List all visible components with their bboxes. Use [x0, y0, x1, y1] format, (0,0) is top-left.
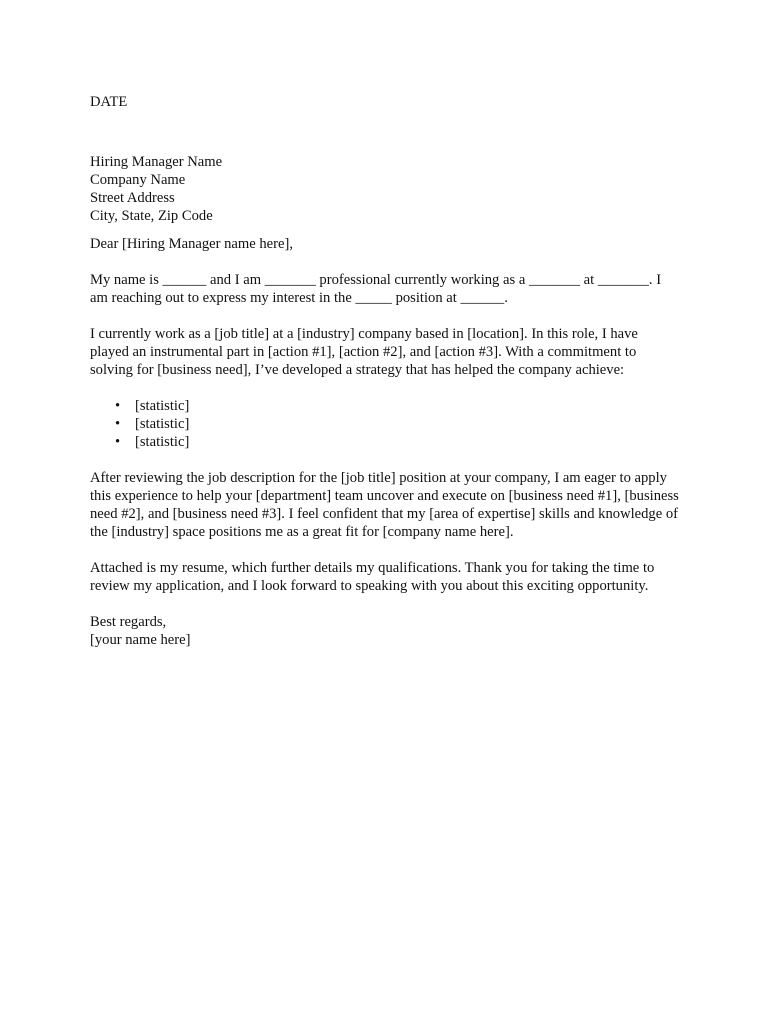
recipient-street: Street Address: [90, 190, 175, 206]
signature-block: [90, 613, 680, 649]
intro-paragraph: My name is ______ and I am _______ professional currently working as a _______ at _______. I am reaching out to express my interest in the _____ position at ______.: [90, 272, 662, 306]
recipient-city: City, State, Zip Code: [90, 208, 213, 224]
bullet-icon: •: [115, 398, 121, 414]
statistic-text: [statistic]: [135, 434, 190, 450]
statistics-list: [90, 397, 680, 451]
recipient-name: Hiring Manager Name: [90, 154, 223, 170]
experience-paragraph: I currently work as a [job title] at a [industry] company based in [location]. In this role, I have played an instrumental part in [action #1], [action #2], and [action #3]. With a commitment to solving for [business need], I’ve developed a strategy that has helped the company achieve:: [90, 326, 638, 378]
bullet-icon: •: [115, 434, 121, 450]
signoff: Best regards,: [90, 614, 167, 630]
signature-name: [your name here]: [90, 632, 191, 648]
salutation: Dear [Hiring Manager name here],: [90, 236, 293, 252]
statistic-text: [statistic]: [135, 398, 190, 414]
list-item: [115, 415, 680, 433]
cover-letter-page: [90, 93, 680, 649]
recipient-company: Company Name: [90, 172, 186, 188]
letter-date: DATE: [90, 94, 128, 110]
statistic-text: [statistic]: [135, 416, 190, 432]
list-item: [115, 397, 680, 415]
closing-paragraph: Attached is my resume, which further details my qualifications. Thank you for taking the time to review my application, and I look forward to speaking with you about this exciting opportunity.: [90, 560, 655, 594]
list-item: [115, 433, 680, 451]
recipient-address-block: [90, 153, 680, 225]
bullet-icon: •: [115, 416, 121, 432]
fit-paragraph: After reviewing the job description for the [job title] position at your company, I am eager to apply this experience to help your [department] team uncover and execute on [business need #1], [business need #2], and [business need #3]. I feel confident that my [area of expertise] skills and knowledge of the [industry] space positions me as a great fit for [company name here].: [90, 470, 679, 540]
